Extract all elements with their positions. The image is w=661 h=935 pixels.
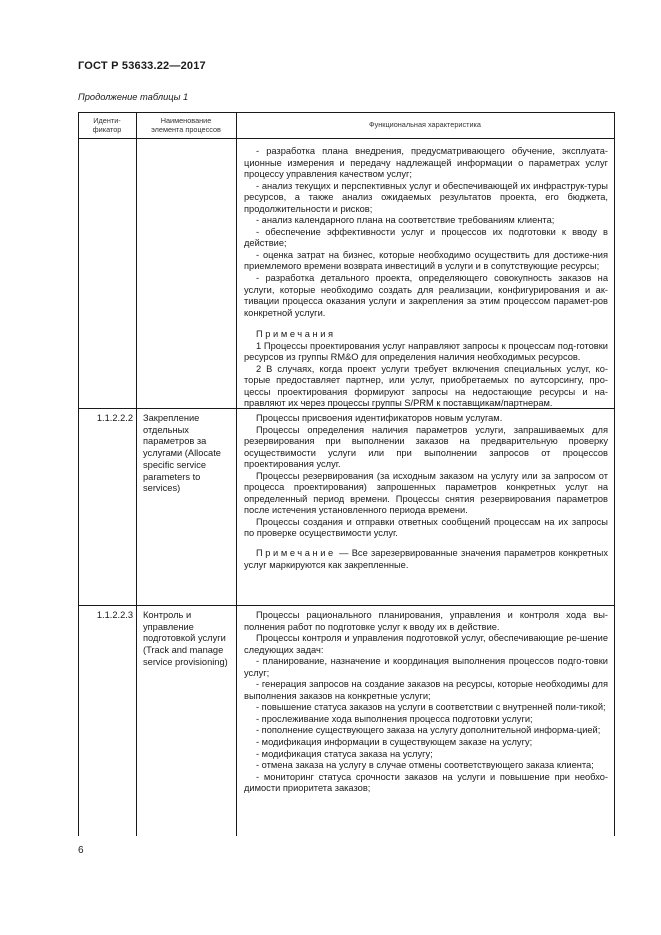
list-item: - отмена заказа на услугу в случае отмены соответствующего заказа клиента;	[256, 760, 594, 771]
list-item: - модификация информации в существующем заказе на услугу;	[256, 737, 533, 748]
row-3-description	[244, 610, 608, 795]
list-item: - анализ текущих и перспективных услуг и обеспечивающей их инфраструк-туры ресурсов, а также анализ ожидаемых результатов проекта, его бюджета, продолжительности и рисков;	[244, 180, 608, 214]
header-id: Иденти- фикатор	[92, 116, 122, 134]
row-3-identifier: 1.1.2.2.3	[96, 610, 133, 620]
note: Примечание — Все зарезервированные значения параметров конкретных услуг маркируются как закрепленные.	[244, 548, 608, 570]
paragraph: Процессы определения наличия параметров услуги, запрашиваемых для резервирования при выполнении заказов на предварительную проверку осуществимости услуги или при выполнении запросов от процессов проектирования услуг.	[244, 424, 608, 470]
header-description: Функциональная характеристика	[369, 120, 481, 129]
row-2-description	[244, 413, 608, 571]
list-item: - генерация запросов на создание заказов на ресурсы, которые необходимы для выполнения заказов на конкретные услуги;	[244, 679, 608, 701]
row-1-description	[244, 146, 608, 410]
list-item: - оценка затрат на бизнес, которые необходимо осуществить для достиже-ния приемлемого времени возврата инвестиций в услуги и в сопутствующие ресурсы;	[244, 249, 608, 272]
list-item: - обеспечение эффективности услуг и процессов их подготовки к вводу в действие;	[244, 226, 608, 249]
header-name: Наименование элемента процессов	[151, 116, 221, 134]
list-item: - пополнение существующего заказа на услугу дополнительной информа-цией;	[256, 725, 601, 736]
note-item: 1 Процессы проектирования услуг направляют запросы к процессам под-готовки ресурсов из группы RM&O для определения наличия необходимых ресурсов.	[244, 340, 608, 363]
table-caption: Продолжение таблицы 1	[78, 92, 189, 102]
list-item: - разработка плана внедрения, предусматривающего обучение, эксплуата-ционные измерения и передачу надлежащей информации о параметрах услуг процессу управления качеством услуг;	[244, 146, 608, 180]
document-header: ГОСТ Р 53633.22—2017	[78, 60, 206, 72]
note-item: 2 В случаях, когда проект услуги требует включения специальных услуг, ко-торые предоставляет партнер, или услуг, приобретаемых по аутсорсингу, про-цессы проектирования формируют запросы на недостающие ресурсы и на-правляют их через процессы группы S/PRM к поставщикам/партнерам.	[244, 363, 608, 409]
list-item: - прослеживание хода выполнения процесса подготовки услуги;	[256, 713, 533, 724]
paragraph: Процессы присвоения идентификаторов новым услугам.	[256, 413, 503, 423]
paragraph: Процессы контроля и управления подготовкой услуг, обеспечивающие ре-шение следующих задач:	[244, 633, 608, 655]
list-item: - мониторинг статуса срочности заказов на услуги и повышение при необхо-димости приоритета заказов;	[244, 771, 608, 794]
list-item: - разработка детального проекта, определяющего совокупность заказов на услуги, которые необходимо создать для реализации, конфигурирования и ак-тивации процесса оказания услуги и закрепления за этим процессом парамет-ров конкретной услуги.	[244, 273, 608, 318]
paragraph: Процессы резервирования (за исходным заказом на услугу или за запросом от процесса проектирования) запрошенных параметров конкретных услуг на определенный период времени. Процессы снятия резервирования параметров после истечения установленного периода времени.	[244, 470, 608, 516]
list-item: - планирование, назначение и координация выполнения процессов подго-товки услуг;	[244, 656, 608, 678]
row-3-name: Контроль и управление подготовкой услуги (Track and manage service provisioning)	[143, 610, 228, 667]
list-item: - анализ календарного плана на соответствие требованиям клиента;	[256, 215, 555, 226]
page-number: 6	[78, 845, 84, 856]
paragraph: Процессы рационального планирования, управления и контроля хода вы-полнения работ по подготовке услуг к вводу их в действие.	[244, 610, 608, 632]
row-2-name: Закрепление отдельных параметров за услугами (Allocate specific service parameters to services)	[143, 413, 221, 494]
list-item: - модификация статуса заказа на услугу;	[256, 748, 433, 759]
list-item: - повышение статуса заказов на услуги в соответствии с внутренней поли-тикой;	[256, 702, 606, 713]
paragraph: Процессы создания и отправки ответных сообщений процессам на их запросы по проверке осуществимости услуг.	[244, 516, 608, 539]
row-2-identifier: 1.1.2.2.2	[96, 413, 133, 423]
notes-title: Примечания	[256, 329, 336, 340]
